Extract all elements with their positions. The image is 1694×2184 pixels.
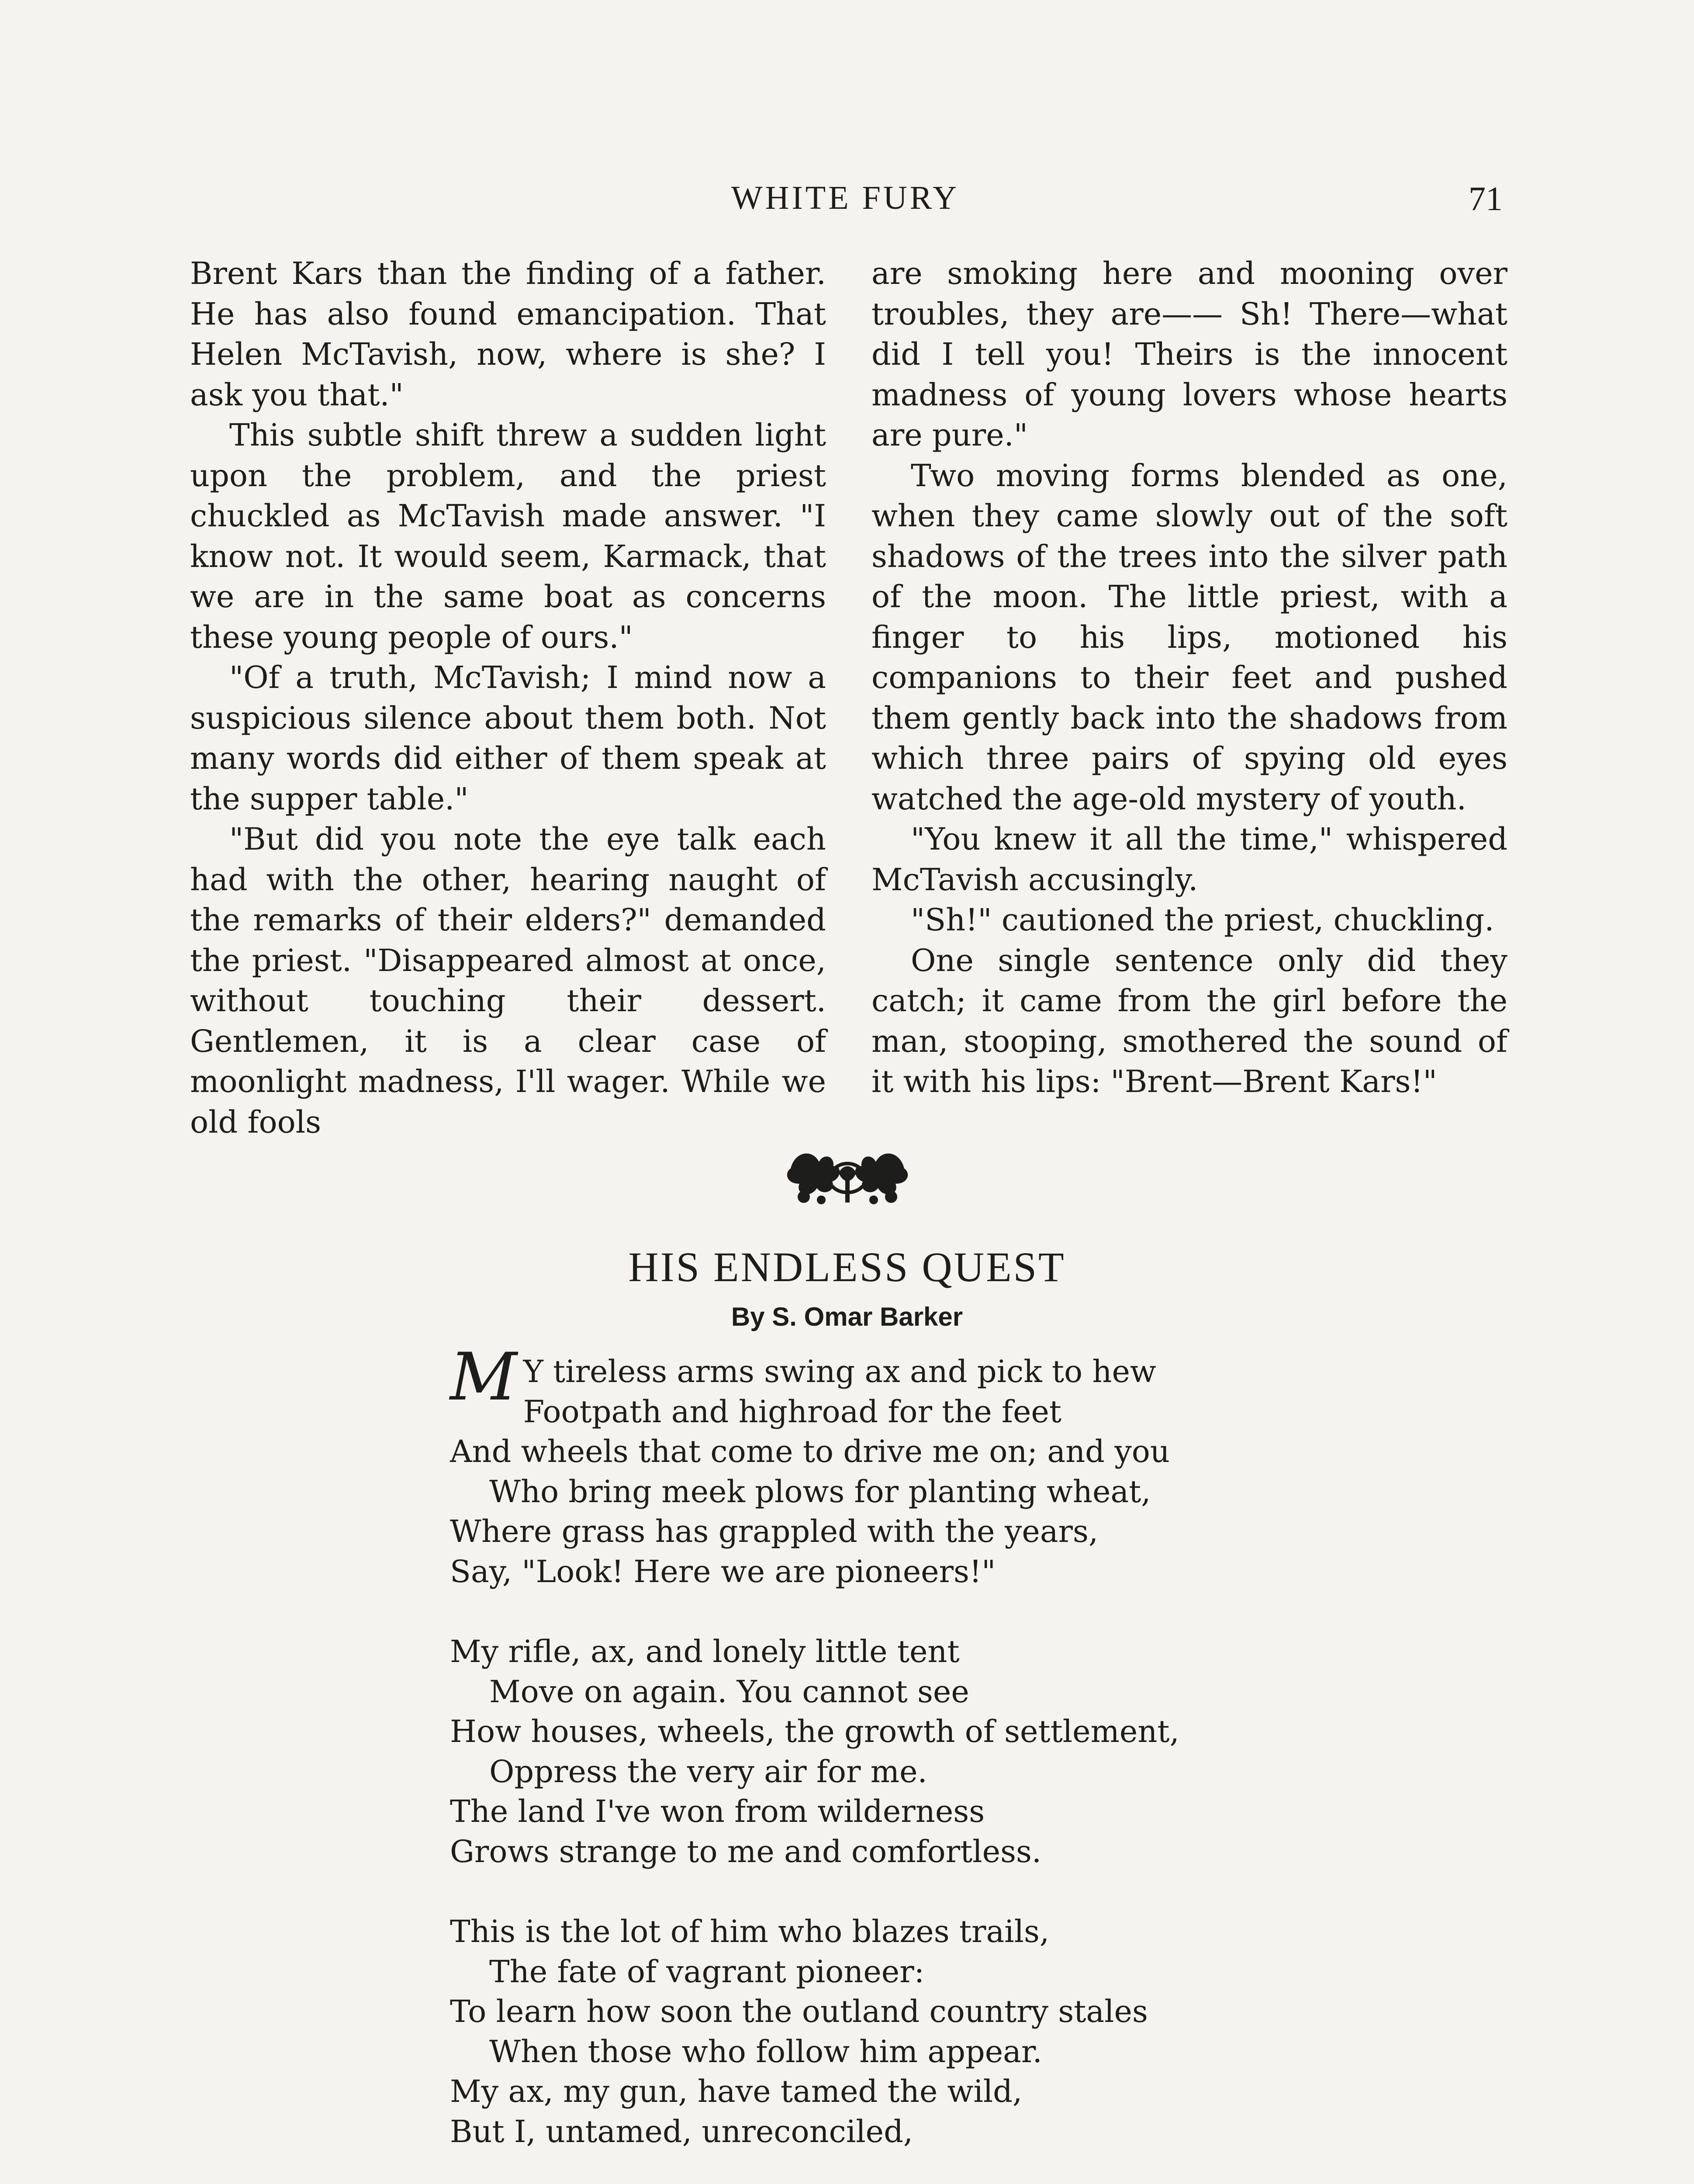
drop-cap: M	[450, 1339, 517, 1415]
paragraph: "Of a truth, McTavish; I mind now a suspicious silence about them both. Not many words did either of them speak at the supper table."	[190, 660, 826, 817]
poem-line: Grows strange to me and comfortless.	[450, 1833, 1042, 1870]
poem-line: The fate of vagrant pioneer:	[489, 1953, 925, 1990]
poem-title: HIS ENDLESS QUEST	[628, 1244, 1066, 1290]
poem-byline: By S. Omar Barker	[731, 1302, 963, 1331]
poem-body	[450, 1339, 1324, 2184]
paragraph: Brent Kars than the finding of a father. He has also found emancipation. That Helen McTavish, now, where is she? I ask you that."	[190, 256, 826, 413]
paragraph: "You knew it all the time," whispered McTavish accusingly.	[871, 821, 1507, 898]
paragraph: "But did you note the eye talk each had with the other, hearing naught of the remarks of their elders?" demanded the priest. "Disappeared almost at once, without touching their dessert. Gentlemen, it is a clear case of moonlight madness, I'll wager. While we old fools	[190, 821, 826, 1140]
poem-line: Where grass has grappled with the years,	[450, 1514, 1099, 1549]
paragraph: One single sentence only did they catch; it came from the girl before the man, stooping, smothered the sound of it with his lips: "Brent—Brent Kars!"	[871, 942, 1507, 1099]
story-columns	[190, 253, 1507, 1140]
running-head	[188, 179, 1503, 227]
right-column	[871, 253, 1507, 1102]
left-column	[190, 253, 826, 1142]
paragraph: are smoking here and mooning over troubles, they are—— Sh! There—what did I tell you! Theirs is the innocent madness of young lovers whose hearts are pure."	[871, 256, 1507, 453]
paragraph: "Sh!" cautioned the priest, chuckling.	[911, 902, 1494, 938]
poem-line: When those who follow him appear.	[489, 2033, 1042, 2070]
poem-line: But I, untamed, unreconciled,	[450, 2113, 913, 2149]
poem-line: Oppress the very air for me.	[489, 1753, 927, 1790]
poem-line: Footpath and highroad for the feet	[523, 1393, 1061, 1430]
poem-line: Say, "Look! Here we are pioneers!"	[450, 1553, 996, 1590]
poem-line: My rifle, ax, and lonely little tent	[450, 1634, 960, 1669]
poem-line: This is the lot of him who blazes trails,	[450, 1914, 1050, 1949]
poem-line-text: Y tireless arms swing ax and pick to hew	[523, 1354, 1156, 1389]
page-number: 71	[1469, 180, 1503, 218]
floral-vine-ornament-icon	[782, 1142, 913, 1212]
running-title: WHITE FURY	[731, 180, 960, 216]
poem-line: How houses, wheels, the growth of settlement,	[450, 1714, 1179, 1749]
stanza	[450, 1632, 1324, 1872]
poem-line: Move on again. You cannot see	[489, 1673, 969, 1710]
poem-line: My ax, my gun, have tamed the wild,	[450, 2073, 1023, 2109]
poem-line: And wheels that come to drive me on; and you	[450, 1434, 1170, 1469]
poem-line: The land I've won from wilderness	[450, 1794, 985, 1829]
stanza	[450, 1912, 1324, 2152]
poem-line: To learn how soon the outland country stales	[450, 1994, 1148, 2029]
poem-line: Who bring meek plows for planting wheat,	[489, 1473, 1151, 1510]
paragraph: Two moving forms blended as one, when they came slowly out of the soft shadows of the trees into the silver path of the moon. The little priest, with a finger to his lips, motioned his companions to their feet and pushed them gently back into the shadows from which three pairs of spying old eyes watched the age-old mystery of youth.	[871, 457, 1507, 817]
stanza	[450, 1339, 1324, 1592]
paragraph: This subtle shift threw a sudden light upon the problem, and the priest chuckled as McTavish made answer. "I know not. It would seem, Karmack, that we are in the same boat as concerns these young people of ours."	[190, 417, 826, 655]
